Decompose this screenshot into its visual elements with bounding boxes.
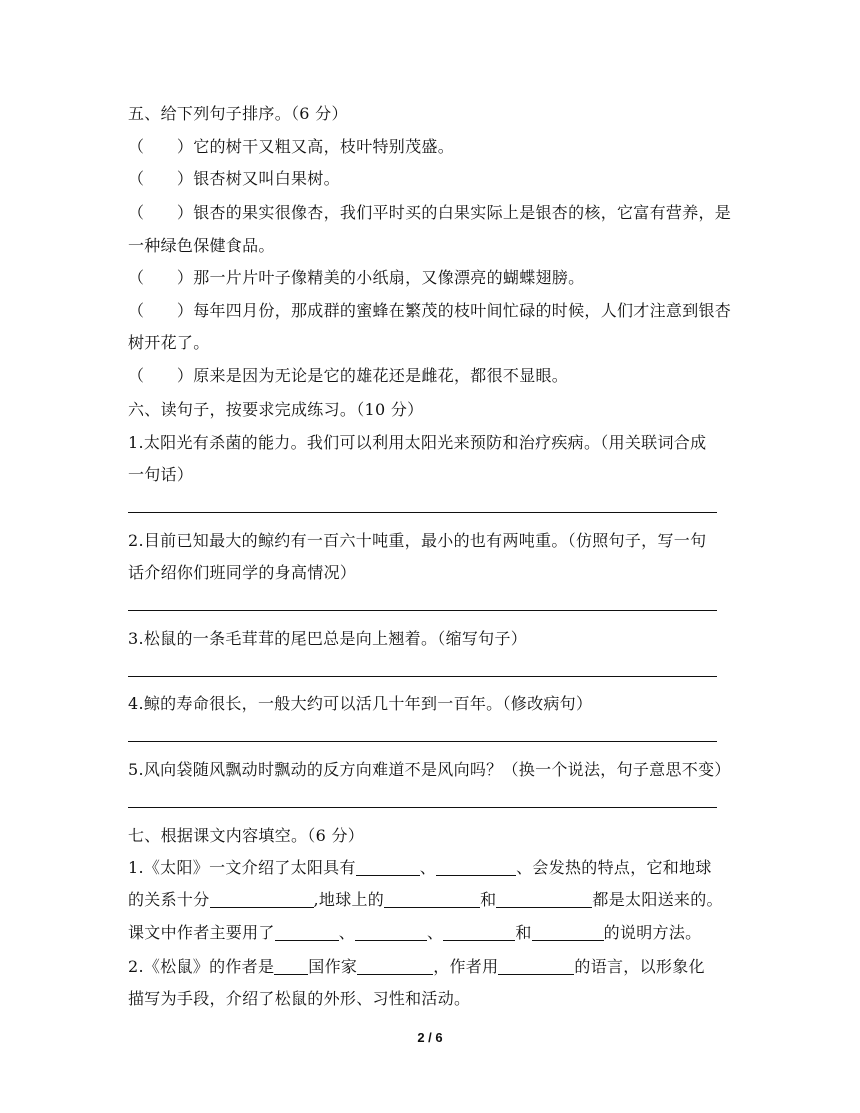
section-6-title: 六、读句子，按要求完成练习。（10 分） xyxy=(128,400,424,419)
fill-line-2 xyxy=(128,890,723,910)
fill-blank[interactable] xyxy=(355,924,427,941)
fill-text: 、 xyxy=(427,923,444,942)
fill-text: 、会发热的特点，它和地球 xyxy=(516,858,712,877)
question-1-cont: 一句话） xyxy=(128,465,194,484)
answer-line-2[interactable] xyxy=(128,610,717,611)
fill-text: 和 xyxy=(480,890,497,909)
sort-item-3: （ ）银杏的果实很像杏，我们平时买的白果实际上是银杏的核，它富有营养，是 xyxy=(128,203,732,222)
page-number: 2 / 6 xyxy=(417,1030,443,1045)
fill-blank[interactable] xyxy=(357,958,433,975)
sort-item-2: （ ）银杏树又叫白果树。 xyxy=(128,169,340,188)
fill-blank[interactable] xyxy=(532,924,604,941)
fill-line-3 xyxy=(128,923,701,943)
sort-item-5: （ ）每年四月份，那成群的蜜蜂在繁茂的枝叶间忙碌的时候，人们才注意到银杏 xyxy=(128,301,732,320)
sort-item-5-cont: 树开花了。 xyxy=(128,333,210,352)
fill-blank[interactable] xyxy=(210,891,314,908)
fill-text: 1.《太阳》一文介绍了太阳具有 xyxy=(128,858,356,877)
fill-text: 的说明方法。 xyxy=(603,923,702,942)
question-3: 3.松鼠的一条毛茸茸的尾巴总是向上翘着。（缩写句子） xyxy=(128,629,528,648)
sort-item-6: （ ）原来是因为无论是它的雄花还是雌花，都很不显眼。 xyxy=(128,366,569,385)
question-2: 2.目前已知最大的鲸约有一百六十吨重，最小的也有两吨重。（仿照句子，写一句 xyxy=(128,531,707,550)
question-4: 4.鲸的寿命很长，一般大约可以活几十年到一百年。（修改病句） xyxy=(128,694,593,713)
fill-text: ，作者用 xyxy=(433,957,499,976)
answer-line-5[interactable] xyxy=(128,807,717,808)
fill-line-5: 描写为手段，介绍了松鼠的外形、习性和活动。 xyxy=(128,989,471,1008)
fill-text: 课文中作者主要用了 xyxy=(128,923,275,942)
sort-item-4: （ ）那一片片叶子像精美的小纸扇，又像漂亮的蝴蝶翅膀。 xyxy=(128,268,585,287)
fill-text: 、 xyxy=(419,858,437,877)
fill-blank[interactable] xyxy=(274,958,308,975)
fill-blank[interactable] xyxy=(498,958,574,975)
fill-text: 和 xyxy=(515,923,532,942)
section-5-title: 五、给下列句子排序。（6 分） xyxy=(128,104,348,123)
fill-blank[interactable] xyxy=(275,924,339,941)
fill-line-1 xyxy=(128,858,712,878)
fill-blank[interactable] xyxy=(356,859,420,876)
fill-text: 的关系十分 xyxy=(128,890,210,909)
question-2-cont: 话介绍你们班同学的身高情况） xyxy=(128,563,357,582)
sort-item-3-cont: 一种绿色保健食品。 xyxy=(128,236,275,255)
answer-line-1[interactable] xyxy=(128,512,717,513)
question-5: 5.风向袋随风飘动时飘动的反方向难道不是风向吗？（换一个说法，句子意思不变） xyxy=(128,760,731,779)
fill-blank[interactable] xyxy=(496,891,592,908)
fill-text: 的语言，以形象化 xyxy=(574,957,705,976)
fill-text: 2.《松鼠》的作者是 xyxy=(128,957,275,976)
fill-blank[interactable] xyxy=(384,891,480,908)
sort-item-1: （ ）它的树干又粗又高，枝叶特别茂盛。 xyxy=(128,137,455,156)
fill-blank[interactable] xyxy=(443,924,515,941)
fill-text: 国作家 xyxy=(308,957,358,976)
answer-line-3[interactable] xyxy=(128,676,717,677)
fill-blank[interactable] xyxy=(436,859,516,876)
fill-text: 都是太阳送来的。 xyxy=(592,890,723,909)
fill-text: 、 xyxy=(338,923,356,942)
fill-text: ,地球上的 xyxy=(313,890,385,909)
question-1: 1.太阳光有杀菌的能力。我们可以利用太阳光来预防和治疗疾病。（用关联词合成 xyxy=(128,433,707,452)
fill-line-4 xyxy=(128,957,705,977)
answer-line-4[interactable] xyxy=(128,741,717,742)
section-7-title: 七、根据课文内容填空。（6 分） xyxy=(128,826,365,845)
